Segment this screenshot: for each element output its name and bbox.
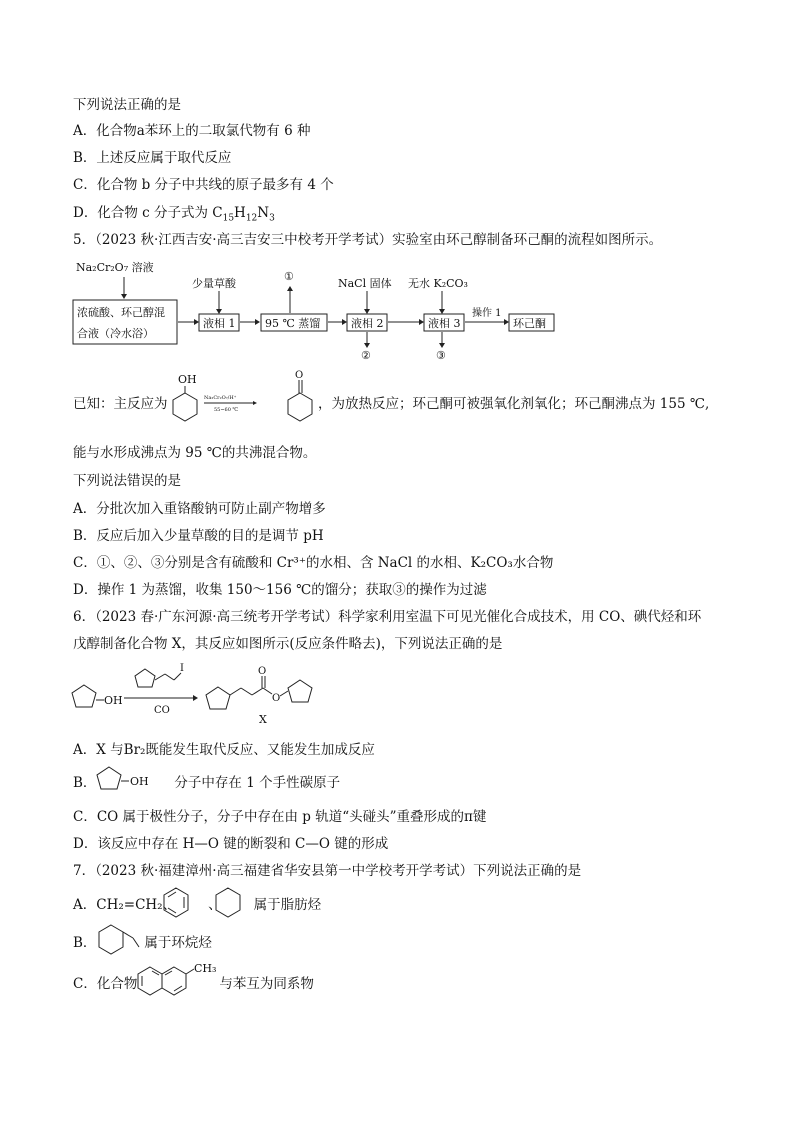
q6-option-b: B． 分子中存在 1 个手性碳原子	[73, 775, 341, 791]
q4-option-c: C．化合物 b 分子中共线的原子最多有 4 个	[73, 177, 334, 193]
q5-known-line2: 能与水形成沸点为 95 ℃的共沸混合物。	[73, 445, 317, 461]
cyclohexanone-oxygen: O	[295, 370, 304, 381]
q5-option-a: A．分批次加入重铬酸钠可防止副产物增多	[73, 501, 326, 517]
cyclopentanol-oh: OH	[104, 694, 123, 707]
reaction-reagent-bottom: 55~60 ℃	[214, 407, 239, 413]
q6-option-a: A．X 与Br₂既能发生取代反应、又能发生加成反应	[73, 742, 375, 758]
q5-option-d: D．操作 1 为蒸馏，收集 150～156 ℃的馏分；获取③的操作为过滤	[73, 582, 487, 598]
q4-option-b: B．上述反应属于取代反应	[73, 150, 232, 166]
flow-start-line1: 浓硫酸、环己醇混	[77, 306, 165, 319]
flow-out3: ③	[436, 349, 446, 362]
q5-flow-diagram	[70, 256, 570, 364]
q7-option-c-structure	[136, 960, 226, 1000]
q7-option-b-structure	[95, 923, 155, 957]
cyclohexanone-ring	[288, 393, 312, 421]
q4-option-d: D．化合物 c 分子式为 $C_{15}H_{12}N_3$	[73, 205, 275, 224]
product-ring-right	[288, 680, 312, 702]
q6-option-d: D．该反应中存在 H—O 键的断裂和 C—O 键的形成	[73, 836, 389, 852]
q5-stem: 5．（2023 秋·江西吉安·高三吉安三中校考开学考试）实验室由环己醇制备环己酮的流程如图所示。	[73, 232, 663, 248]
q4-stem: 下列说法正确的是	[73, 97, 181, 113]
flow-box3-label: 液相 2	[351, 317, 384, 330]
q6-stem-line1: 6．（2023 春·广东河源·高三统考开学考试）科学家利用室温下可见光催化合成技术，用 CO、碘代烃和环	[73, 609, 702, 625]
iodide-label: I	[180, 663, 184, 674]
product-x-label: X	[259, 713, 267, 726]
flow-box4-label: 液相 3	[428, 317, 461, 330]
q6-option-c: C．CO 属于极性分子，分子中存在由 p 轨道“头碰头”重叠形成的π键	[73, 809, 487, 825]
q7-option-a: A．CH₂=CH₂、 、 属于脂肪烃	[73, 897, 322, 913]
product-ester-o: O	[272, 693, 281, 704]
flow-out2: ②	[361, 349, 371, 362]
q7-option-a-structures	[160, 886, 250, 920]
flow-reagent3: 无水 K₂CO₃	[408, 277, 468, 290]
q5-option-b: B．反应后加入少量草酸的目的是调节 pH	[73, 528, 324, 544]
q4-option-a: A．化合物a苯环上的二取氯代物有 6 种	[73, 123, 311, 139]
flow-box5-label: 环己酮	[513, 317, 546, 330]
product-carbonyl-o: O	[258, 666, 267, 677]
flow-top-reagent: Na₂Cr₂O₇ 溶液	[76, 261, 154, 274]
option-b-oh: OH	[130, 775, 149, 788]
q7-option-b: B． 属于环烷烃	[73, 935, 212, 951]
naphthalene-ch3: CH₃	[194, 962, 217, 975]
q5-reaction-scheme	[168, 370, 318, 420]
reaction-reagent-top: Na₂Cr₂O₇/H⁺	[204, 395, 237, 401]
flow-box1-label: 液相 1	[203, 317, 236, 330]
cyclohexane-ring	[216, 888, 240, 917]
cyclohexanol-oh: OH	[178, 373, 197, 386]
co-label: CO	[154, 705, 170, 716]
flow-reagent1: 少量草酸	[192, 277, 236, 290]
flow-reagent2: NaCl 固体	[338, 277, 392, 290]
flow-start-line2: 合液（冷水浴）	[77, 327, 154, 340]
option-b-cyclopentanol-ring	[97, 767, 121, 789]
q5-option-c: C．①、②、③分别是含有硫酸和 Cr³⁺的水相、含 NaCl 的水相、K₂CO₃水合物	[73, 555, 554, 571]
q6-stem-line2: 戊醇制备化合物 X，其反应如图所示(反应条件略去)，下列说法正确的是	[73, 636, 503, 652]
iodide-ring	[135, 669, 155, 687]
ethylcyclohexane-ring	[99, 925, 123, 954]
cyclohexanol-ring	[173, 393, 197, 421]
q5-known-prefix: 已知：主反应为	[73, 396, 168, 412]
q7-option-c: C．化合物 与苯互为同系物	[73, 976, 314, 992]
q7-stem: 7．（2023 秋·福建漳州·高三福建省华安县第一中学校考开学考试）下列说法正确的是	[73, 863, 582, 879]
q6-reaction-scheme	[68, 660, 328, 728]
q6-option-b-structure	[95, 764, 165, 796]
q5-stem2: 下列说法错误的是	[73, 473, 181, 489]
product-ring-left	[206, 687, 230, 709]
flow-op-label: 操作 1	[472, 308, 502, 319]
flow-box2-label: 95 ℃ 蒸馏	[265, 317, 321, 330]
cyclopentanol-ring	[72, 685, 96, 707]
flow-out1: ①	[284, 270, 294, 283]
q5-known-suffix: ，为放热反应；环己酮可被强氧化剂氧化；环己酮沸点为 155 ℃,	[318, 396, 710, 412]
